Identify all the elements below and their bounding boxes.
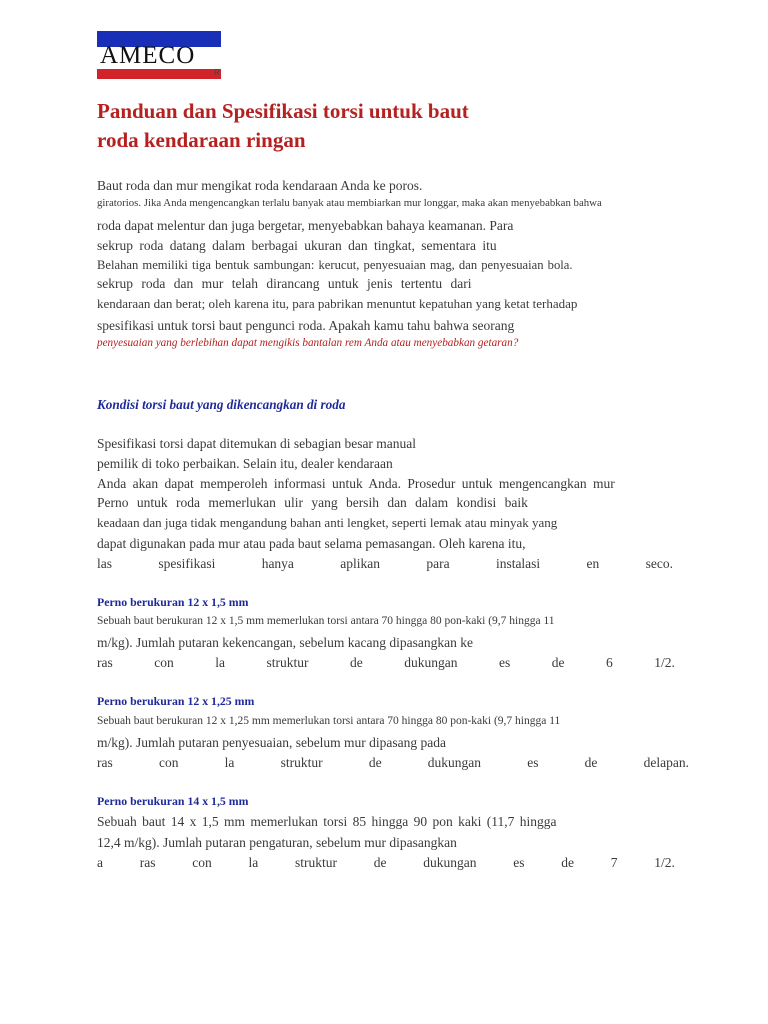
warning-text: penyesuaian yang berlebihan dapat mengikis bantalan rem Anda atau menyebabkan getaran? <box>97 337 519 349</box>
bolt-1-line: m/kg). Jumlah putaran kekencangan, sebelum kacang dipasangkan ke <box>97 635 473 650</box>
word: 1/2. <box>654 855 675 870</box>
word: 7 <box>610 855 618 870</box>
word: spesifikasi <box>158 556 216 571</box>
section-line: Perno untuk roda memerlukan ulir yang bersih dan dalam kondisi baik <box>97 495 528 510</box>
bolt-2-justified-line <box>97 754 689 772</box>
bolt-1-line: Sebuah baut berukuran 12 x 1,5 mm memerlukan torsi antara 70 hingga 80 pon-kaki (9,7 hingga 11 <box>97 615 555 627</box>
word: dukungan <box>427 755 482 770</box>
word: struktur <box>295 855 337 870</box>
word: es <box>527 755 539 770</box>
word: es <box>499 655 511 670</box>
bolt-3-line: 12,4 m/kg). Jumlah putaran pengaturan, sebelum mur dipasangkan <box>97 835 457 850</box>
word: de <box>368 755 382 770</box>
word: hanya <box>261 556 294 571</box>
word: las <box>97 556 112 571</box>
word: aplikan <box>340 556 381 571</box>
bolt-1-justified-line <box>97 654 675 672</box>
bolt-2-line: m/kg). Jumlah putaran penyesuaian, sebelum mur dipasang pada <box>97 735 447 750</box>
ameco-logo <box>97 31 221 80</box>
intro-line: Baut roda dan mur mengikat roda kendaraan Anda ke poros. <box>97 178 423 193</box>
word: de <box>350 655 363 670</box>
word: ras <box>139 855 156 870</box>
section-line: dapat digunakan pada mur atau pada baut selama pemasangan. Oleh karena itu, <box>97 536 526 551</box>
word: dukungan <box>404 655 458 670</box>
word: delapan. <box>643 755 689 770</box>
word: en <box>586 556 600 571</box>
intro-line: Belahan memiliki tiga bentuk sambungan: kerucut, penyesuaian mag, dan penyesuaian bola. <box>97 258 573 272</box>
logo-text: AMECO <box>100 42 196 69</box>
section-line: pemilik di toko perbaikan. Selain itu, dealer kendaraan <box>97 456 393 471</box>
word: 1/2. <box>654 655 675 670</box>
word: struktur <box>280 755 323 770</box>
bolt-3-line: Sebuah baut 14 x 1,5 mm memerlukan torsi 85 hingga 90 pon kaki (11,7 hingga <box>97 814 557 829</box>
intro-line: giratorios. Jika Anda mengencangkan terlalu banyak atau membiarkan mur longgar, maka akan menyebabkan bahwa <box>97 197 602 209</box>
word: de <box>584 755 598 770</box>
word: dukungan <box>423 855 477 870</box>
bolt-2-heading: Perno berukuran 12 x 1,25 mm <box>97 694 255 708</box>
word: de <box>373 855 387 870</box>
word: con <box>154 655 174 670</box>
word: con <box>192 855 212 870</box>
word: ras <box>97 755 113 770</box>
bolt-2-line: Sebuah baut berukuran 12 x 1,25 mm memerlukan torsi antara 70 hingga 80 pon-kaki (9,7 hingga 11 <box>97 715 561 727</box>
word: con <box>158 755 179 770</box>
word: de <box>551 655 565 670</box>
word: de <box>561 855 574 870</box>
section-justified-line <box>97 555 673 573</box>
section-line: Spesifikasi torsi dapat ditemukan di sebagian besar manual <box>97 436 417 451</box>
section-line: Anda akan dapat memperoleh informasi untuk Anda. Prosedur untuk mengencangkan mur <box>97 476 615 491</box>
section-line: keadaan dan juga tidak mengandung bahan anti lengket, seperti lemak atau minyak yang <box>97 515 558 530</box>
word: ras <box>97 655 113 670</box>
intro-line: roda dapat melentur dan juga bergetar, menyebabkan bahaya keamanan. Para <box>97 218 514 233</box>
intro-line: spesifikasi untuk torsi baut pengunci roda. Apakah kamu tahu bahwa seorang <box>97 318 515 333</box>
word: para <box>426 556 450 571</box>
page-title-line-1: Panduan dan Spesifikasi torsi untuk baut <box>97 99 469 123</box>
intro-line: sekrup roda dan mur telah dirancang untuk jenis tertentu dari <box>97 276 472 291</box>
word: instalasi <box>495 556 541 571</box>
page-title-line-2: roda kendaraan ringan <box>97 128 306 152</box>
intro-line: sekrup roda datang dalam berbagai ukuran dan tingkat, sementara itu <box>97 238 497 253</box>
bolt-3-justified-line <box>97 854 675 872</box>
section-heading: Kondisi torsi baut yang dikencangkan di roda <box>97 397 346 412</box>
word: struktur <box>266 655 309 670</box>
word: seco. <box>645 556 673 571</box>
word: a <box>97 855 103 870</box>
intro-line: kendaraan dan berat; oleh karena itu, para pabrikan menuntut kepatuhan yang ketat terhadap <box>97 296 578 311</box>
word: la <box>248 855 259 870</box>
logo-registered-mark: R <box>214 68 220 77</box>
bolt-3-heading: Perno berukuran 14 x 1,5 mm <box>97 794 249 808</box>
word: es <box>513 855 525 870</box>
word: la <box>224 755 235 770</box>
bolt-1-heading: Perno berukuran 12 x 1,5 mm <box>97 595 249 609</box>
word: la <box>215 655 225 670</box>
word: 6 <box>606 655 613 670</box>
